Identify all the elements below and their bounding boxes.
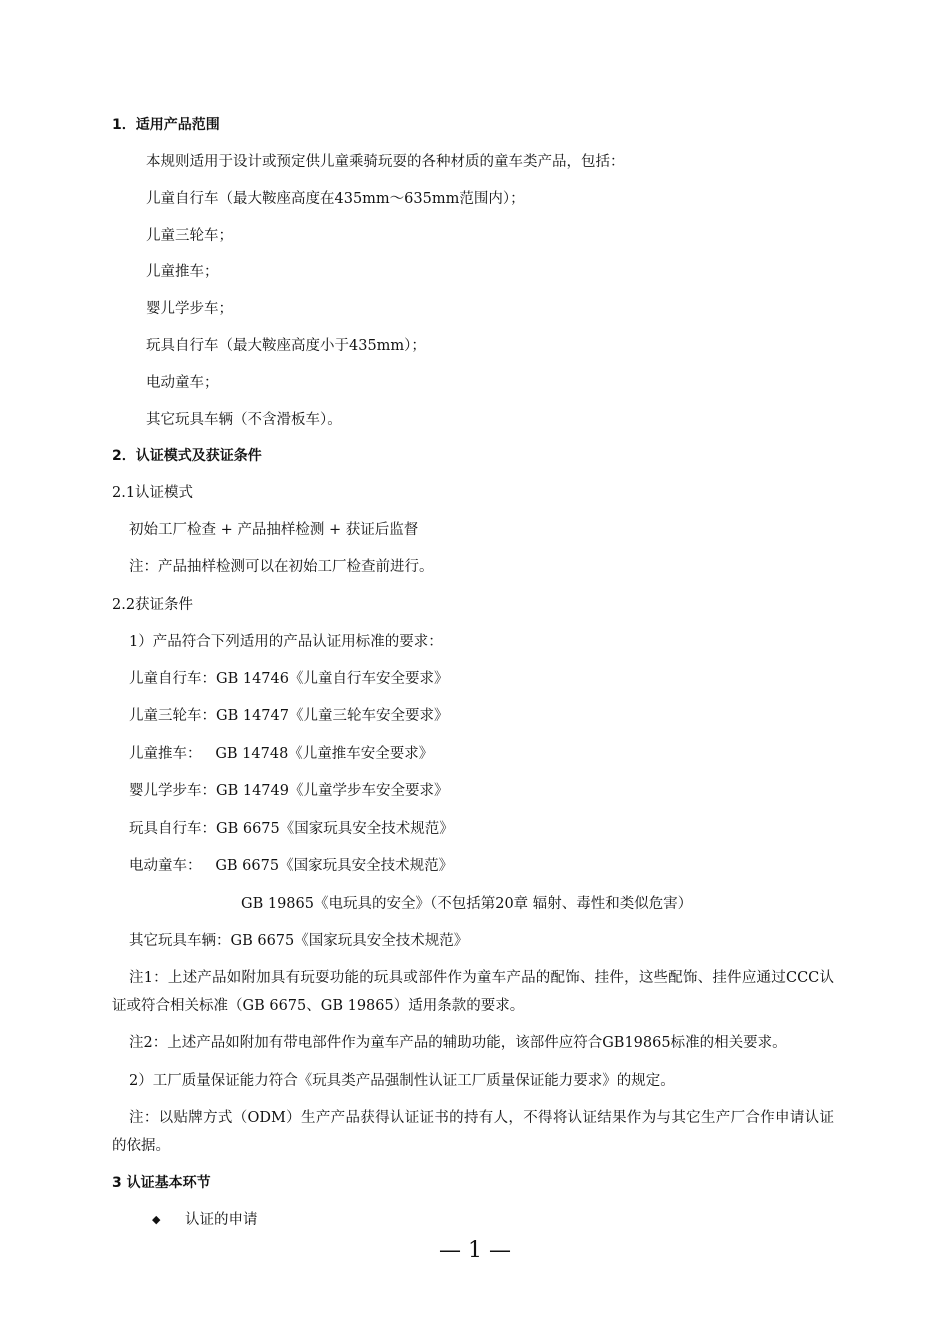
step-application: 认证的申请 xyxy=(185,1212,258,1228)
section-1-heading: 1．适用产品范围 xyxy=(112,117,220,133)
product-item: 婴儿学步车； xyxy=(146,301,233,317)
product-item: 玩具自行车（最大鞍座高度小于435mm）； xyxy=(146,338,426,354)
standard-item: 婴儿学步车：GB 14749《儿童学步车安全要求》 xyxy=(129,783,449,799)
product-item: 儿童自行车（最大鞍座高度在435mm～635mm范围内）； xyxy=(146,191,525,207)
note-3: 注：以贴牌方式（ODM）生产产品获得认证证书的持有人，不得将认证结果作为与其它生产厂合作申请认证的依据。 xyxy=(112,1110,834,1154)
subsection-2-1-title: 2.1认证模式 xyxy=(112,485,194,501)
standard-item: 玩具自行车：GB 6675《国家玩具安全技术规范》 xyxy=(129,821,454,837)
page-number: — 1 — xyxy=(439,1238,511,1263)
standard-item: 儿童三轮车：GB 14747《儿童三轮车安全要求》 xyxy=(129,708,449,724)
standard-item: 儿童推车： GB 14748《儿童推车安全要求》 xyxy=(129,746,434,762)
note-2: 注2：上述产品如附加有带电部件作为童车产品的辅助功能，该部件应符合GB19865标准的相关要求。 xyxy=(129,1035,787,1051)
condition-2: 2）工厂质量保证能力符合《玩具类产品强制性认证工厂质量保证能力要求》的规定。 xyxy=(129,1073,675,1089)
standard-item: GB 19865《电玩具的安全》（不包括第20章 辐射、毒性和类似危害） xyxy=(241,896,693,912)
product-item: 儿童推车； xyxy=(146,264,219,280)
standard-item: 儿童自行车：GB 14746《儿童自行车安全要求》 xyxy=(129,671,449,687)
diamond-bullet-icon: ◆ xyxy=(152,1213,161,1226)
certification-mode: 初始工厂检查 + 产品抽样检测 + 获证后监督 xyxy=(129,522,419,538)
standard-item: 电动童车： GB 6675《国家玩具安全技术规范》 xyxy=(129,858,454,874)
section-3-heading: 3 认证基本环节 xyxy=(112,1175,211,1191)
section-1-intro: 本规则适用于设计或预定供儿童乘骑玩耍的各种材质的童车类产品，包括： xyxy=(146,154,625,170)
product-item: 其它玩具车辆（不含滑板车）。 xyxy=(146,412,342,428)
condition-1: 1）产品符合下列适用的产品认证用标准的要求： xyxy=(129,634,443,650)
note-1: 注1：上述产品如附加具有玩耍功能的玩具或部件作为童车产品的配饰、挂件，这些配饰、挂件应通过CCC认证或符合相关标准（GB 6675、GB 19865）适用条款的要求。 xyxy=(112,970,834,1014)
section-2-heading: 2．认证模式及获证条件 xyxy=(112,448,262,464)
product-item: 电动童车； xyxy=(146,375,219,391)
subsection-2-2-title: 2.2获证条件 xyxy=(112,597,194,613)
certification-mode-note: 注：产品抽样检测可以在初始工厂检查前进行。 xyxy=(129,559,434,575)
standard-item: 其它玩具车辆：GB 6675《国家玩具安全技术规范》 xyxy=(129,933,469,949)
product-item: 儿童三轮车； xyxy=(146,228,233,244)
